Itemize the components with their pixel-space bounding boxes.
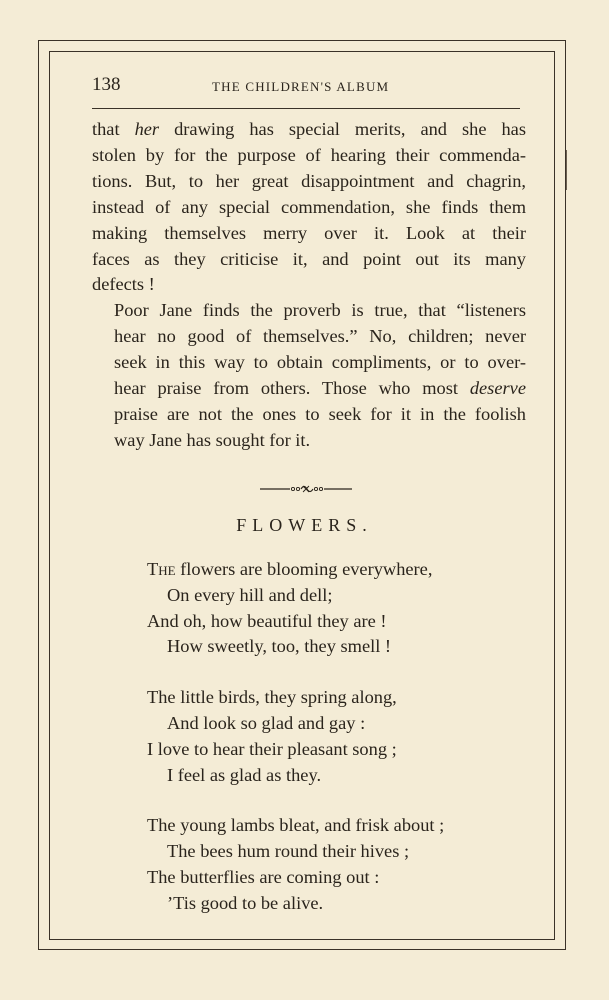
line-text: hear no good of themselves.” No, children; never bbox=[114, 326, 526, 347]
page-header bbox=[92, 74, 520, 104]
poem-line bbox=[147, 685, 487, 711]
poem-line bbox=[147, 711, 487, 737]
prose-line bbox=[92, 117, 526, 143]
page-number: 138 bbox=[92, 74, 121, 95]
prose-line bbox=[92, 247, 526, 273]
poem-line bbox=[147, 891, 487, 917]
line-text: way Jane has sought for it. bbox=[114, 429, 311, 450]
poem-line bbox=[147, 737, 487, 763]
prose-line bbox=[92, 324, 526, 350]
running-title: THE CHILDREN'S ALBUM bbox=[212, 79, 390, 94]
poem-line-text: The bees hum round their hives ; bbox=[167, 841, 410, 862]
prose-line bbox=[92, 143, 526, 169]
prose-line bbox=[92, 428, 526, 454]
poem-line-text: The young lambs bleat, and frisk about ; bbox=[147, 815, 445, 836]
line-text: hear praise from others. Those who most bbox=[114, 378, 470, 399]
poem-line-text: flowers are blooming everywhere, bbox=[175, 559, 433, 579]
poem-line-text: How sweetly, too, they smell ! bbox=[167, 636, 392, 657]
poem-body bbox=[147, 557, 487, 942]
prose-body bbox=[92, 117, 526, 454]
poem-line-text: And look so glad and gay : bbox=[167, 712, 366, 733]
small-caps-word: The bbox=[147, 559, 176, 579]
line-text: that bbox=[92, 119, 135, 139]
line-text: Poor Jane finds the proverb is true, that “listeners bbox=[114, 300, 526, 321]
prose-line bbox=[92, 402, 526, 428]
poem-line bbox=[147, 609, 487, 635]
line-text: defects ! bbox=[92, 274, 155, 295]
prose-line bbox=[92, 221, 526, 247]
poem-stanza bbox=[147, 813, 487, 916]
poem-title: FLOWERS. bbox=[236, 515, 373, 535]
poem-line-text: And oh, how beautiful they are ! bbox=[147, 610, 387, 631]
poem-line-text: The butterflies are coming out : bbox=[147, 866, 380, 887]
poem-line bbox=[147, 839, 487, 865]
header-rule bbox=[92, 108, 520, 109]
prose-line bbox=[92, 350, 526, 376]
line-text: making themselves merry over it. Look at their bbox=[92, 222, 526, 243]
poem-line-text: I feel as glad as they. bbox=[167, 764, 322, 785]
line-text: drawing has special merits, and she has bbox=[159, 119, 526, 139]
prose-line bbox=[92, 195, 526, 221]
line-text: tions. But, to her great disappointment and chagrin, bbox=[92, 170, 526, 191]
margin-mark bbox=[566, 150, 567, 190]
poem-line bbox=[147, 763, 487, 789]
paragraph-2 bbox=[92, 298, 526, 453]
poem-stanza bbox=[147, 557, 487, 660]
poem-line-text: ’Tis good to be alive. bbox=[167, 892, 324, 913]
poem-line bbox=[147, 634, 487, 660]
poem-line bbox=[147, 813, 487, 839]
line-text: faces as they criticise it, and point out its many bbox=[92, 248, 526, 269]
poem-line bbox=[147, 865, 487, 891]
italic-word: her bbox=[134, 119, 160, 139]
italic-word: deserve bbox=[469, 378, 526, 399]
line-text: seek in this way to obtain compliments, or to over- bbox=[114, 352, 526, 373]
poem-stanza bbox=[147, 685, 487, 788]
prose-line bbox=[92, 298, 526, 324]
poem-line-text: On every hill and dell; bbox=[167, 584, 333, 605]
poem-line-text: The little birds, they spring along, bbox=[147, 687, 397, 708]
poem-line-text: I love to hear their pleasant song ; bbox=[147, 738, 397, 759]
line-text: praise are not the ones to seek for it in the foolish bbox=[114, 403, 526, 424]
ornament-divider bbox=[260, 482, 352, 496]
line-text: instead of any special commendation, she finds them bbox=[92, 196, 526, 217]
prose-line bbox=[92, 376, 526, 402]
line-text: stolen by for the purpose of hearing their commenda- bbox=[92, 144, 526, 165]
prose-line bbox=[92, 169, 526, 195]
poem-line bbox=[147, 557, 487, 583]
poem-line bbox=[147, 583, 487, 609]
paragraph-1 bbox=[92, 117, 526, 298]
prose-line bbox=[92, 272, 526, 298]
